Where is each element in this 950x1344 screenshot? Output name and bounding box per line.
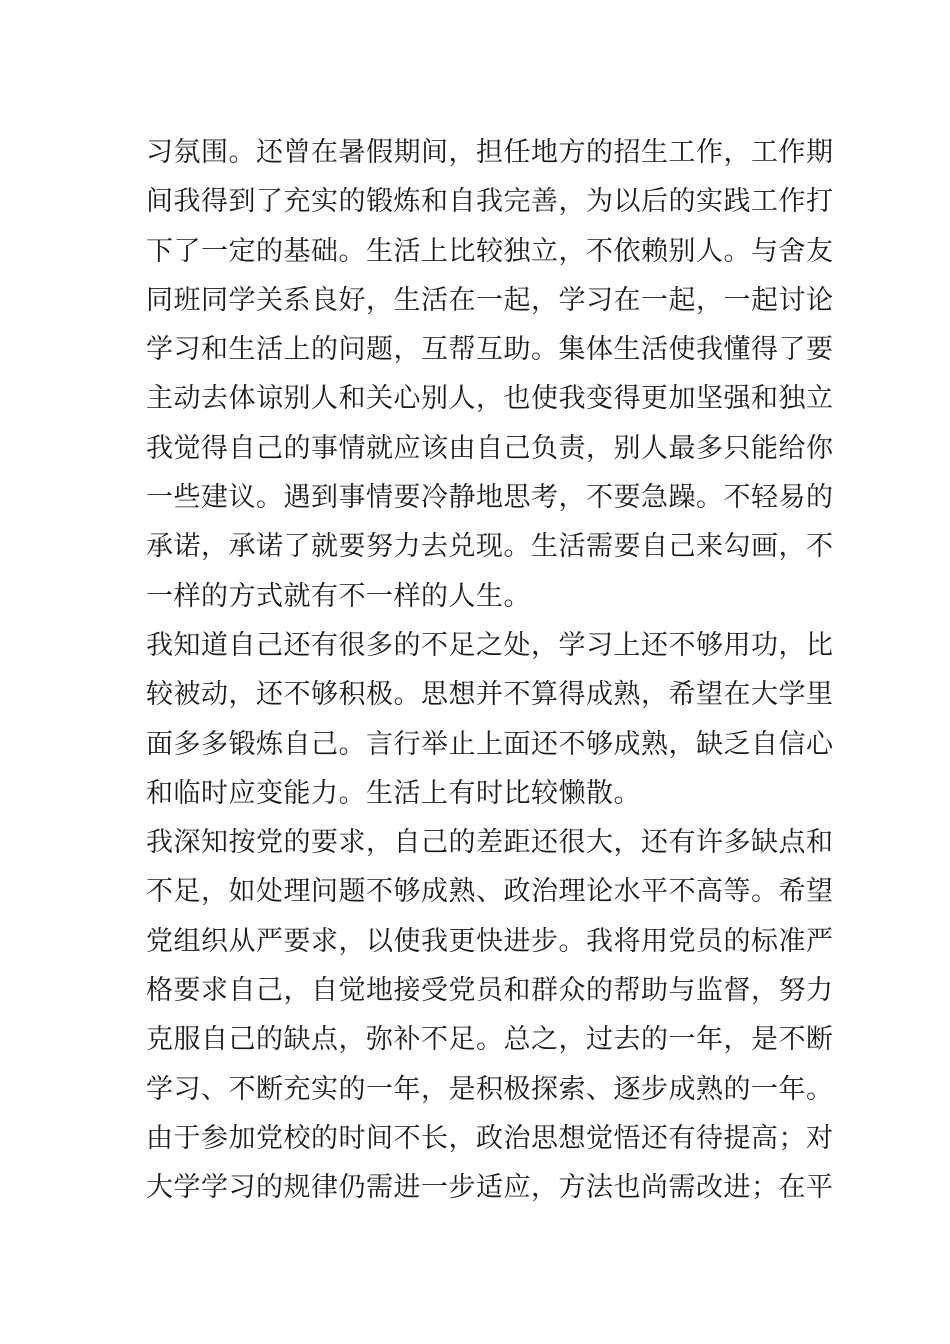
- text-line: 承诺，承诺了就要努力去兑现。生活需要自己来勾画，不: [146, 531, 834, 563]
- text-line: 下了一定的基础。生活上比较独立，不依赖别人。与舍友: [146, 235, 834, 267]
- text-line: 一些建议。遇到事情要冷静地思考，不要急躁。不轻易的: [146, 482, 834, 514]
- text-line: 我觉得自己的事情就应该由自己负责，别人最多只能给你: [146, 432, 834, 464]
- text-line: 主动去体谅别人和关心别人，也使我变得更加坚强和独立: [146, 383, 834, 415]
- text-line: 和临时应变能力。生活上有时比较懒散。: [146, 777, 641, 809]
- document-body-text: [146, 128, 834, 1213]
- text-line: 学习、不断充实的一年，是积极探索、逐步成熟的一年。: [146, 1073, 834, 1105]
- text-line: 较被动，还不够积极。思想并不算得成熟，希望在大学里: [146, 679, 834, 711]
- text-line: 同班同学关系良好，生活在一起，学习在一起，一起讨论: [146, 284, 834, 316]
- text-line: 习氛围。还曾在暑假期间，担任地方的招生工作，工作期: [146, 137, 834, 168]
- text-line: 不足，如处理问题不够成熟、政治理论水平不高等。希望: [146, 876, 834, 908]
- text-line: 间我得到了充实的锻炼和自我完善，为以后的实践工作打: [146, 186, 834, 218]
- text-line: 我深知按党的要求，自己的差距还很大，还有许多缺点和: [146, 827, 834, 859]
- text-line: 由于参加党校的时间不长，政治思想觉悟还有待提高；对: [146, 1122, 834, 1154]
- text-line: 我知道自己还有很多的不足之处，学习上还不够用功，比: [146, 629, 834, 661]
- text-line: 大学学习的规律仍需进一步适应，方法也尚需改进；在平: [146, 1172, 834, 1204]
- text-line: 格要求自己，自觉地接受党员和群众的帮助与监督，努力: [146, 975, 834, 1007]
- text-line: 党组织从严要求，以使我更快进步。我将用党员的标准严: [146, 925, 834, 957]
- text-line: 一样的方式就有不一样的人生。: [146, 580, 531, 612]
- text-line: 克服自己的缺点，弥补不足。总之，过去的一年，是不断: [146, 1024, 834, 1056]
- text-line: 面多多锻炼自己。言行举止上面还不够成熟，缺乏自信心: [146, 728, 834, 760]
- text-line: 学习和生活上的问题，互帮互助。集体生活使我懂得了要: [146, 334, 834, 366]
